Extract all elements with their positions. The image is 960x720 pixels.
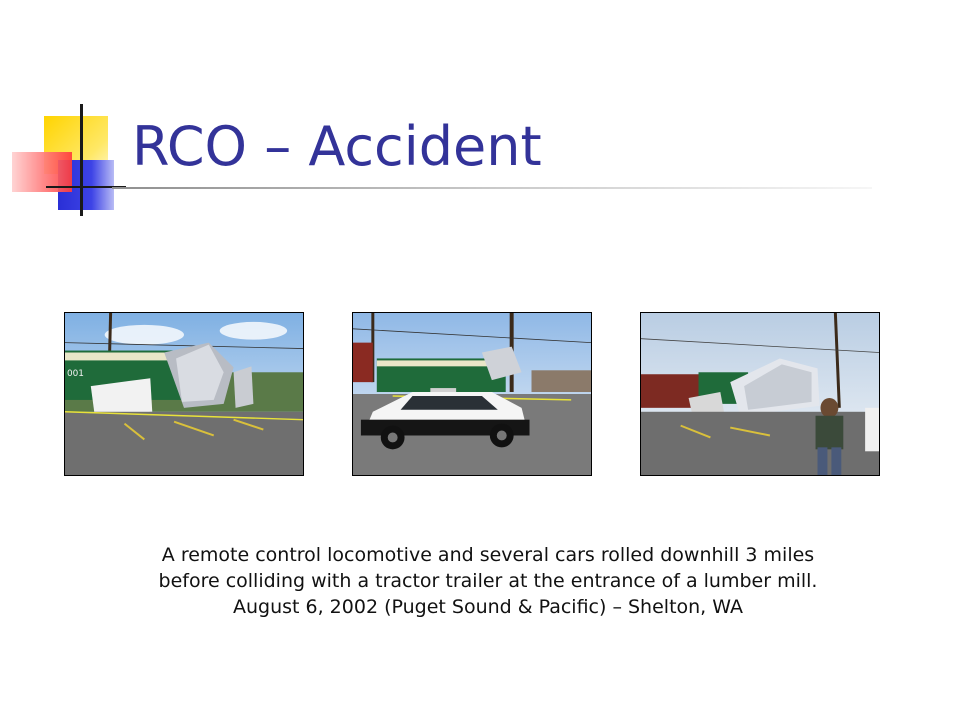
caption-line-3: August 6, 2002 (Puget Sound & Pacific) – Shelton, WA bbox=[232, 596, 744, 618]
caption-line-1: A remote control locomotive and several cars rolled downhill 3 miles bbox=[161, 544, 815, 566]
accident-photo-2 bbox=[352, 312, 592, 476]
slide-caption bbox=[60, 542, 916, 620]
accident-photo-1 bbox=[64, 312, 304, 476]
title-underline bbox=[112, 187, 872, 189]
caption-line-2: before colliding with a tractor trailer at the entrance of a lumber mill. bbox=[158, 570, 818, 592]
svg-text:001: 001 bbox=[66, 369, 85, 380]
slide-title: RCO – Accident bbox=[132, 115, 542, 178]
accident-photo-3 bbox=[640, 312, 880, 476]
logo-vertical-line bbox=[80, 104, 83, 216]
